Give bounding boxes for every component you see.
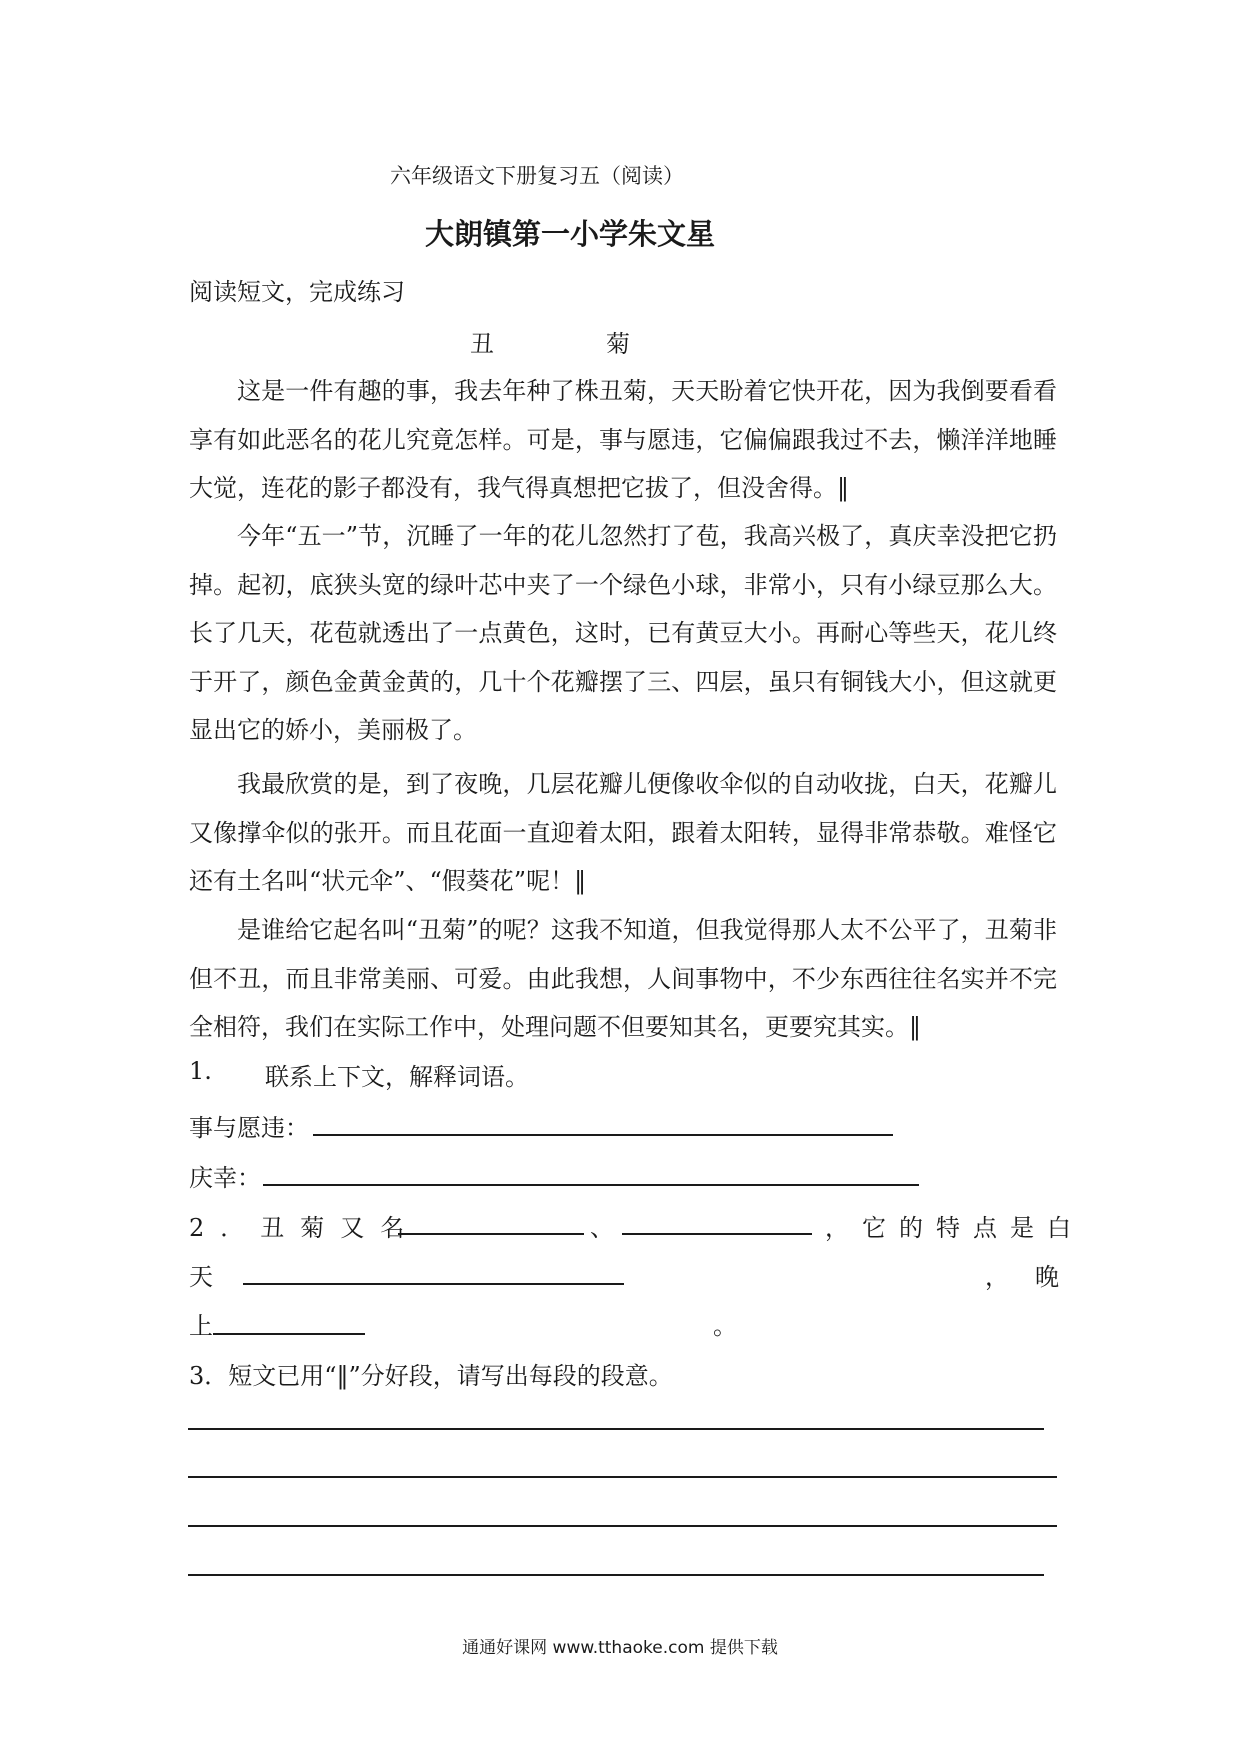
worksheet-subtitle: 六年级语文下册复习五（阅读） — [390, 164, 684, 188]
term-2-answer-line[interactable] — [263, 1184, 919, 1186]
question-2-comma: ， — [985, 1263, 1009, 1291]
question-2-prefix: 2．丑菊又名 — [189, 1214, 421, 1242]
passage-paragraph-3: 我最欣赏的是，到了夜晚，几层花瓣儿便像收伞似的自动收拢，白天，花瓣儿又像撑伞似的张开。而且花面一直迎着太阳，跟着太阳转，显得非常恭敬。难怪它还有土名叫“状元伞”、“假葵花”呢！‖ — [189, 770, 1057, 895]
night-feature-answer-line[interactable] — [213, 1333, 365, 1335]
question-2-feature-text: ，它的特点是白 — [825, 1214, 1084, 1242]
alt-name-1-answer-line[interactable] — [398, 1233, 584, 1235]
worksheet-title: 大朗镇第一小学朱文星 — [424, 217, 715, 251]
question-1-term-1-label: 事与愿违： — [189, 1114, 309, 1142]
paragraph-summary-line-2[interactable] — [188, 1476, 1057, 1478]
passage-title: 丑 菊 — [470, 330, 674, 358]
question-2-night-label-2: 上 — [189, 1312, 213, 1340]
paragraph-summary-line-4[interactable] — [188, 1574, 1044, 1576]
footer-text: 通通好课网 www.tthaoke.com 提供下载 — [462, 1638, 778, 1658]
question-1-term-2-label: 庆幸： — [189, 1164, 261, 1192]
question-2-day-label: 天 — [189, 1263, 213, 1291]
alt-name-2-answer-line[interactable] — [622, 1233, 812, 1235]
day-feature-answer-line[interactable] — [243, 1283, 624, 1285]
question-2-period: 。 — [713, 1312, 737, 1340]
passage-paragraph-1: 这是一件有趣的事，我去年种了株丑菊，天天盼着它快开花，因为我倒要看看享有如此恶名的花儿究竟怎样。可是，事与愿违，它偏偏跟我过不去，懒洋洋地睡大觉，连花的影子都没有，我气得真想把它拔了，但没舍得。‖ — [189, 377, 1057, 502]
question-1-text: 联系上下文，解释词语。 — [265, 1063, 529, 1091]
instruction-text: 阅读短文，完成练习 — [189, 278, 405, 306]
passage-paragraph-4: 是谁给它起名叫“丑菊”的呢？这我不知道，但我觉得那人太不公平了，丑菊非但不丑，而且非常美丽、可爱。由此我想，人间事物中，不少东西往往名实并不完全相符，我们在实际工作中，处理问题不但要知其名，更要究其实。‖ — [189, 916, 1057, 1041]
passage-paragraph-2: 今年“五一”节，沉睡了一年的花儿忽然打了苞，我高兴极了，真庆幸没把它扔掉。起初，底狭头宽的绿叶芯中夹了一个绿色小球，非常小，只有小绿豆那么大。长了几天，花苞就透出了一点黄色，这时，已有黄豆大小。再耐心等些天，花儿终于开了，颜色金黄金黄的，几十个花瓣摆了三、四层，虽只有铜钱大小，但这就更显出它的娇小，美丽极了。 — [189, 522, 1057, 744]
question-2-night-label-1: 晚 — [1035, 1263, 1059, 1291]
term-1-answer-line[interactable] — [313, 1134, 893, 1136]
paragraph-summary-line-1[interactable] — [188, 1428, 1044, 1430]
question-1-number: 1. — [189, 1057, 212, 1085]
paragraph-summary-line-3[interactable] — [188, 1525, 1057, 1527]
question-2-separator: 、 — [590, 1214, 614, 1242]
question-3-text: 3．短文已用“‖”分好段，请写出每段的段意。 — [189, 1362, 673, 1390]
